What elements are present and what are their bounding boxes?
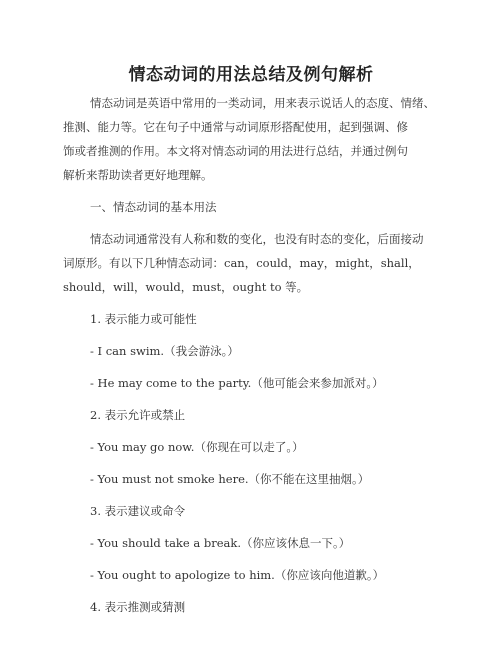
item-heading: 4. 表示推测或猜测 <box>90 600 186 614</box>
example-line: - He may come to the party.（他可能会来参加派对。） <box>90 376 384 390</box>
section-body-line-2: 词原形。有以下几种情态动词：can，could，may，might，shall， <box>63 256 420 270</box>
document-title: 情态动词的用法总结及例句解析 <box>128 65 374 85</box>
example-line: - I can swim.（我会游泳。） <box>90 344 239 358</box>
item-heading: 3. 表示建议或命令 <box>90 504 186 518</box>
section-heading: 一、情态动词的基本用法 <box>90 200 217 214</box>
section-body-line-3: should，will，would，must，ought to 等。 <box>63 280 309 294</box>
intro-line-4: 解析来帮助读者更好地理解。 <box>63 168 213 182</box>
example-line: - You may go now.（你现在可以走了。） <box>90 440 304 454</box>
example-line: - You should take a break.（你应该休息一下。） <box>90 536 351 550</box>
item-heading: 2. 表示允许或禁止 <box>90 408 186 422</box>
example-line: - You ought to apologize to him.（你应该向他道歉。） <box>90 568 385 582</box>
intro-line-1: 情态动词是英语中常用的一类动词，用来表示说话人的态度、情绪、 <box>90 96 435 110</box>
example-line: - You must not smoke here.（你不能在这里抽烟。） <box>90 472 370 486</box>
section-body-line-1: 情态动词通常没有人称和数的变化，也没有时态的变化，后面接动 <box>90 232 424 246</box>
intro-line-2: 推测、能力等。它在句子中通常与动词原形搭配使用，起到强调、修 <box>63 120 408 134</box>
intro-line-3: 饰或者推测的作用。本文将对情态动词的用法进行总结，并通过例句 <box>63 144 408 158</box>
item-heading: 1. 表示能力或可能性 <box>90 312 197 326</box>
